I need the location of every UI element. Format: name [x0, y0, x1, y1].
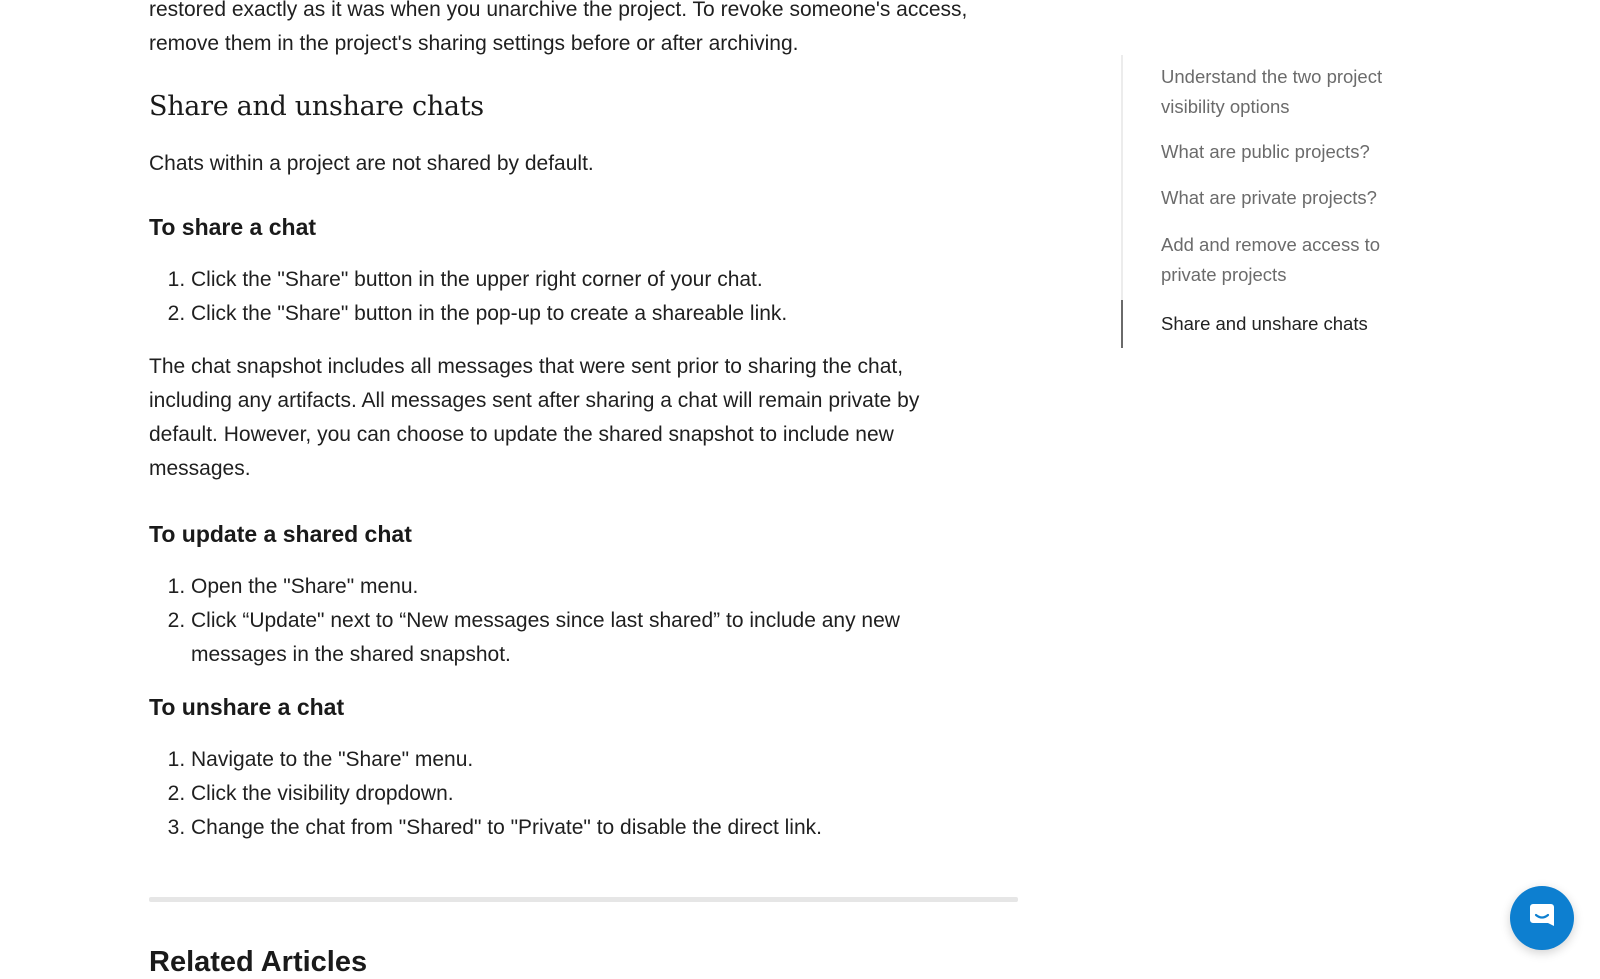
share-steps — [149, 263, 1019, 331]
chat-launcher-button[interactable] — [1510, 886, 1574, 950]
list-item: 2. Click the visibility dropdown. — [191, 777, 1019, 811]
list-item: 2. Click “Update" next to “New messages since last shared” to include any new messages in the shared snapshot. — [191, 604, 991, 672]
toc-item-public-projects[interactable]: What are public projects? — [1161, 141, 1370, 162]
list-item: 2. Click the "Share" button in the pop-up to create a shareable link. — [191, 297, 1019, 331]
update-heading: To update a shared chat — [149, 521, 412, 547]
unshare-heading: To unshare a chat — [149, 694, 345, 720]
toc-item-share-unshare-chats[interactable]: Share and unshare chats — [1161, 313, 1368, 334]
list-item: 3. Change the chat from "Shared" to "Private" to disable the direct link. — [191, 811, 1019, 845]
section-intro: Chats within a project are not shared by default. — [149, 152, 594, 175]
list-item: 1. Click the "Share" button in the upper right corner of your chat. — [191, 263, 1019, 297]
toc-item-private-projects[interactable]: What are private projects? — [1161, 187, 1377, 208]
article-body — [149, 0, 1019, 845]
snapshot-paragraph: The chat snapshot includes all messages that were sent prior to sharing the chat, including any artifacts. All messages sent after sharing a chat will remain private by default. However, you can choose to update the shared snapshot to include new messages. — [149, 355, 920, 480]
intro-paragraph: restored exactly as it was when you unarchive the project. To revoke someone's access, remove them in the project's sharing settings before or after archiving. — [149, 0, 968, 55]
related-articles-heading: Related Articles — [149, 946, 368, 978]
section-title: Share and unshare chats — [149, 91, 484, 122]
list-item: 1. Navigate to the "Share" menu. — [191, 743, 1019, 777]
chat-bubble-icon — [1527, 901, 1557, 936]
list-item: 1. Open the "Share" menu. — [191, 570, 991, 604]
toc-item-add-remove-access[interactable]: Add and remove access to private projects — [1161, 234, 1381, 285]
toc-active-indicator — [1121, 300, 1123, 348]
share-heading: To share a chat — [149, 214, 317, 240]
toc-item-visibility-options[interactable]: Understand the two project visibility options — [1161, 66, 1383, 117]
unshare-steps — [149, 743, 1019, 845]
section-divider — [149, 897, 1018, 902]
update-steps — [149, 570, 991, 672]
